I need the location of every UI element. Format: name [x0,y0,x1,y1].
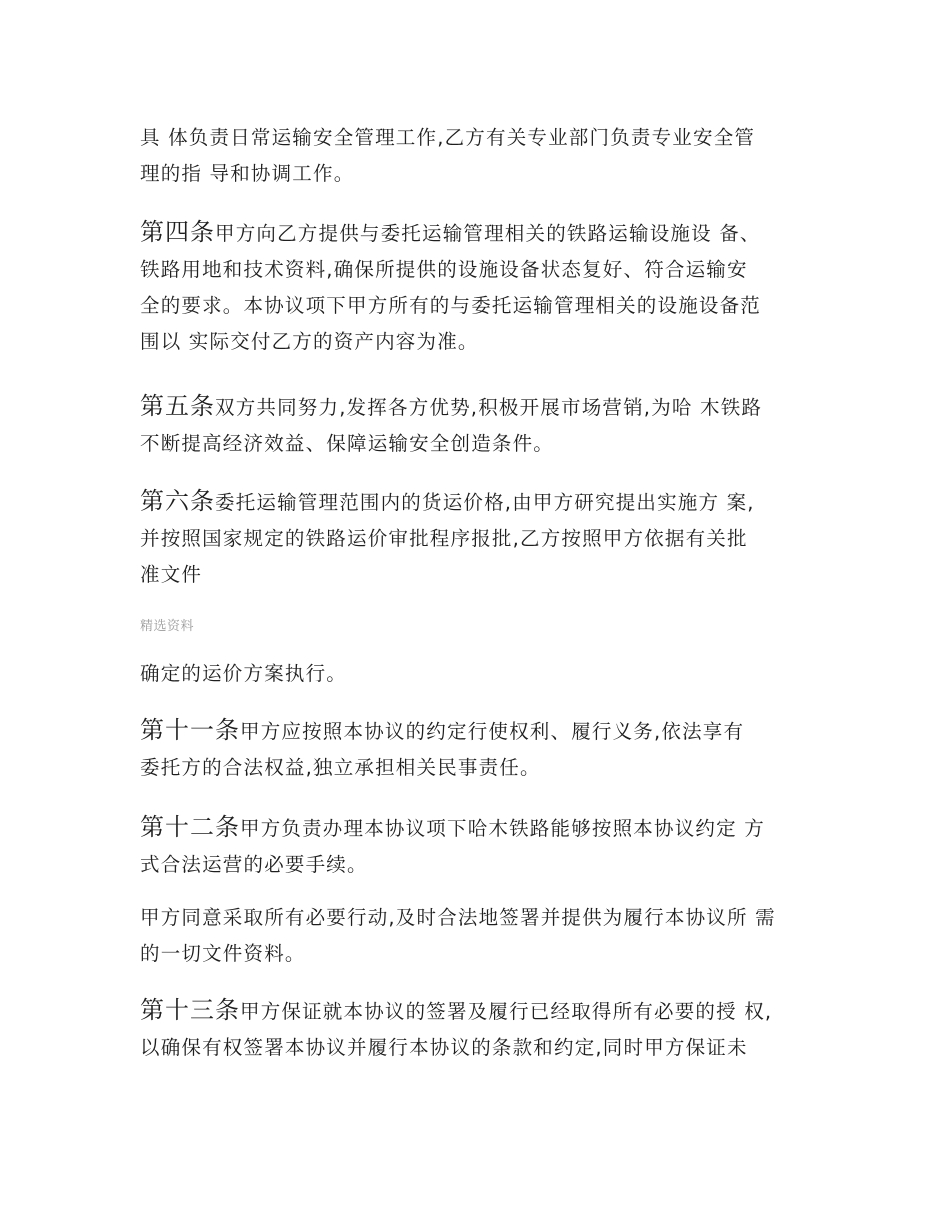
article-number: 第十二条 [140,813,240,841]
paragraph-line: 委托方的合法权益,独立承担相关民事责任。 [140,756,541,779]
paragraph-line: 甲方同意采取所有必要行动,及时合法地签署并提供为履行本协议所 需 [140,906,776,929]
paragraph-line [140,809,830,847]
paragraph-1 [140,120,830,192]
article-text: 甲方负责办理本协议项下哈木铁路能够按照本协议约定 方 [240,817,765,840]
paragraph-line: 具 体负责日常运输安全管理工作,乙方有关专业部门负责专业安全管 [140,126,756,149]
paragraph-line: 的一切文件资料。 [140,942,306,965]
article-number: 第六条 [140,487,215,515]
article-number: 第十三条 [140,996,240,1024]
paragraph-line: 围以 实际交付乙方的资产内容为准。 [140,330,479,353]
paragraph-line [140,712,830,750]
article-5 [140,388,830,462]
article-11 [140,712,830,786]
paragraph-line: 全的要求。本协议项下甲方所有的与委托运输管理相关的设施设备范 [140,294,762,317]
paragraph-line: 确定的运价方案执行。 [140,662,348,685]
paragraph-documents [140,900,830,972]
footer-note: 精选资料 [140,619,195,634]
article-12 [140,809,830,883]
article-text: 甲方保证就本协议的签署及履行已经取得所有必要的授 权, [240,1000,773,1023]
article-13 [140,992,830,1066]
paragraph-line [140,214,830,252]
article-text: 双方共同努力,发挥各方优势,积极开展市场营销,为哈 木铁路 [215,396,763,419]
article-number: 第四条 [140,218,215,246]
article-text: 委托运输管理范围内的货运价格,由甲方研究提出实施方 案, [215,491,755,514]
article-6 [140,483,830,593]
paragraph-line: 以确保有权签署本协议并履行本协议的条款和约定,同时甲方保证未 [140,1036,748,1059]
paragraph-line [140,388,830,426]
paragraph-line: 准文件 [140,563,203,586]
paragraph-line: 铁路用地和技术资料,确保所提供的设施设备状态复好、符合运输安 [140,258,748,281]
paragraph-line [140,483,830,521]
article-text: 甲方向乙方提供与委托运输管理相关的铁路运输设施设 备、 [215,222,761,245]
article-4 [140,214,830,360]
paragraph-line [140,992,830,1030]
article-number: 第五条 [140,392,215,420]
paragraph-line: 并按照国家规定的铁路运价审批程序报批,乙方按照甲方依据有关批 [140,527,748,550]
article-number: 第十一条 [140,716,240,744]
paragraph-continuation [140,656,830,692]
paragraph-line: 理的指 导和协调工作。 [140,162,355,185]
article-text: 甲方应按照本协议的约定行使权利、履行义务,依法享有 [240,720,745,743]
paragraph-line: 式合法运营的必要手续。 [140,853,368,876]
paragraph-line: 不断提高经济效益、保障运输安全创造条件。 [140,432,555,455]
